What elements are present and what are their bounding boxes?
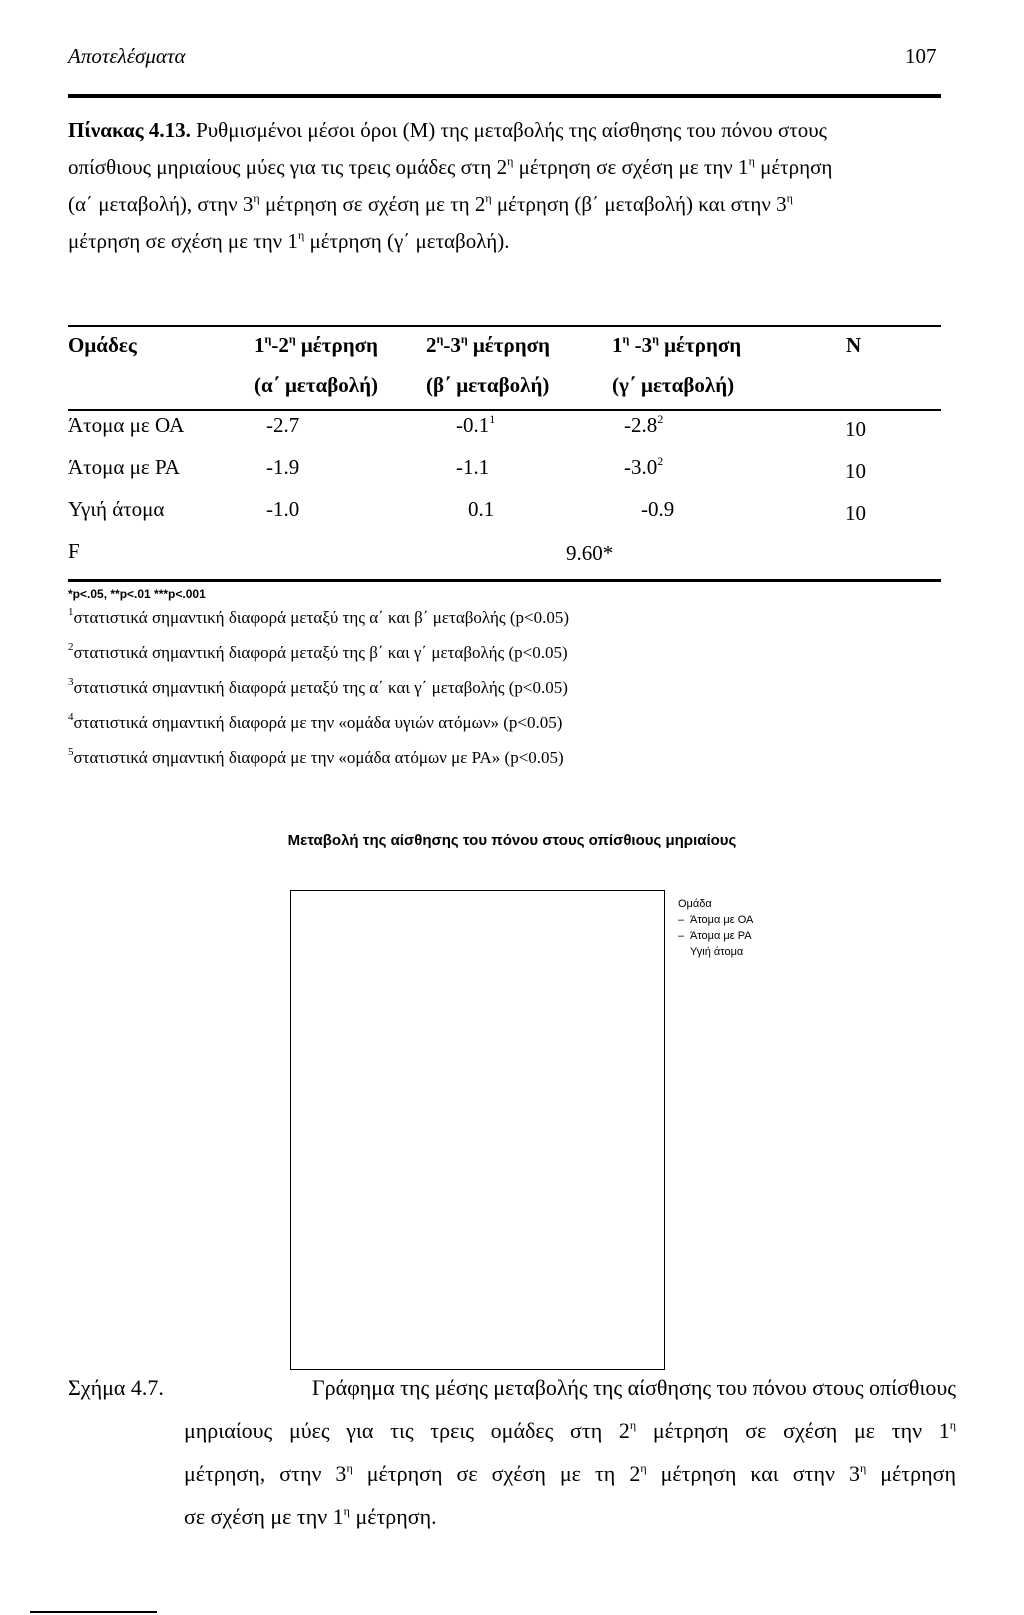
header-col-3-sub: (γ΄ μεταβολή) (612, 373, 735, 397)
footer-rule (30, 1611, 157, 1613)
row-2-b: -1.1 (456, 455, 490, 479)
table-label: Πίνακας 4.13. (68, 118, 191, 142)
row-3-n: 10 (845, 501, 866, 525)
header-col-3: $1^\eta$ $-3^\eta$ μέτρηση (612, 332, 742, 357)
row-3-c: -0.9 (641, 497, 675, 521)
f-label: F (68, 539, 80, 563)
caption-line-1: Πίνακας 4.13. Ρυθμισμένοι μέσοι όροι (Μ) της μεταβολής της αίσθησης του πόνου στους (68, 118, 827, 142)
table-top-rule (68, 325, 941, 327)
row-2-group: Άτομα με ΡΑ (68, 455, 180, 479)
legend-item-oa: – Άτομα με ΟΑ (678, 914, 754, 926)
significance-legend: *p<.05, **p<.01 ***p<.001 (68, 587, 206, 601)
row-1-b: $-0.1^1$ (456, 412, 496, 437)
note-4: $^4$στατιστικά σημαντική διαφορά με την «ομάδα υγιών ατόμων» (p<0.05) (68, 711, 563, 732)
header-col-1-sub: (α΄ μεταβολή) (254, 373, 379, 397)
note-5: $^5$στατιστικά σημαντική διαφορά με την «ομάδα ατόμων με ΡΑ» (p<0.05) (68, 746, 564, 767)
row-3-a: -1.0 (266, 497, 300, 521)
row-1-n: 10 (845, 417, 866, 441)
header-n: Ν (846, 333, 862, 357)
row-3-b: 0.1 (468, 497, 495, 521)
page-number: 107 (905, 44, 937, 68)
row-2-c: $-3.0^2$ (624, 454, 664, 479)
figure-caption (68, 1366, 956, 1538)
legend-title: Ομάδα (678, 898, 712, 910)
figure-caption-line-3: μέτρηση, στην $3^\eta$ μέτρηση σε σχέση με τη $2^\eta$ μέτρηση και στην $3^\eta$ μέτρηση (184, 1461, 956, 1486)
chart-legend (678, 896, 753, 960)
note-2: $^2$στατιστικά σημαντική διαφορά μεταξύ της β΄ και γ΄ μεταβολής (p<0.05) (68, 641, 568, 662)
f-value: 9.60* (566, 541, 614, 565)
chart-plot-area (290, 890, 665, 1370)
header-col-2-sub: (β΄ μεταβολή) (426, 373, 550, 397)
table-caption (68, 112, 941, 260)
row-1-c: $-2.8^2$ (624, 412, 664, 437)
header-groups: Ομάδες (68, 333, 137, 357)
running-title: Αποτελέσματα (68, 44, 186, 68)
header-col-2: $2^\eta-3^\eta$ μέτρηση (426, 332, 550, 357)
caption-line-2: οπίσθιους μηριαίους μύες για τις τρεις ομάδες στη $2^\eta$ μέτρηση σε σχέση με την $1^\eta$ μέτρηση (68, 154, 833, 179)
row-1-group: Άτομα με ΟΑ (68, 413, 185, 437)
row-2-n: 10 (845, 459, 866, 483)
table-header-rule (68, 409, 941, 411)
row-3-group: Υγιή άτομα (68, 497, 165, 521)
header-rule (68, 94, 941, 98)
caption-line-4: μέτρηση σε σχέση με την $1^\eta$ μέτρηση (γ΄ μεταβολή). (68, 228, 510, 253)
caption-line-3: (α΄ μεταβολή), στην $3^\eta$ μέτρηση σε σχέση με τη $2^\eta$ μέτρηση (β΄ μεταβολή) και στην $3^\eta$ (68, 191, 793, 216)
legend-item-healthy: Υγιή άτομα (690, 946, 744, 958)
header-col-1: $1^\eta-2^\eta$ μέτρηση (254, 332, 378, 357)
row-1-a: -2.7 (266, 413, 300, 437)
figure-caption-line-2: μηριαίους μύες για τις τρεις ομάδες στη $2^\eta$ μέτρηση σε σχέση με την $1^\eta$ (184, 1418, 956, 1443)
row-2-a: -1.9 (266, 455, 300, 479)
figure-caption-line-4: σε σχέση με την $1^\eta$ μέτρηση. (184, 1504, 437, 1529)
note-1: $^1$στατιστικά σημαντική διαφορά μεταξύ της α΄ και β΄ μεταβολής (p<0.05) (68, 606, 569, 627)
legend-item-ra: – Άτομα με ΡΑ (678, 930, 752, 942)
table-bottom-rule (68, 579, 941, 582)
figure-caption-line-1: Σχήμα 4.7. Γράφημα της μέσης μεταβολής της αίσθησης του πόνου στους οπίσθιους (68, 1375, 956, 1400)
note-3: $^3$στατιστικά σημαντική διαφορά μεταξύ της α΄ και γ΄ μεταβολής (p<0.05) (68, 676, 568, 697)
chart-title: Μεταβολή της αίσθησης του πόνου στους οπίσθιους μηριαίους (287, 832, 737, 849)
